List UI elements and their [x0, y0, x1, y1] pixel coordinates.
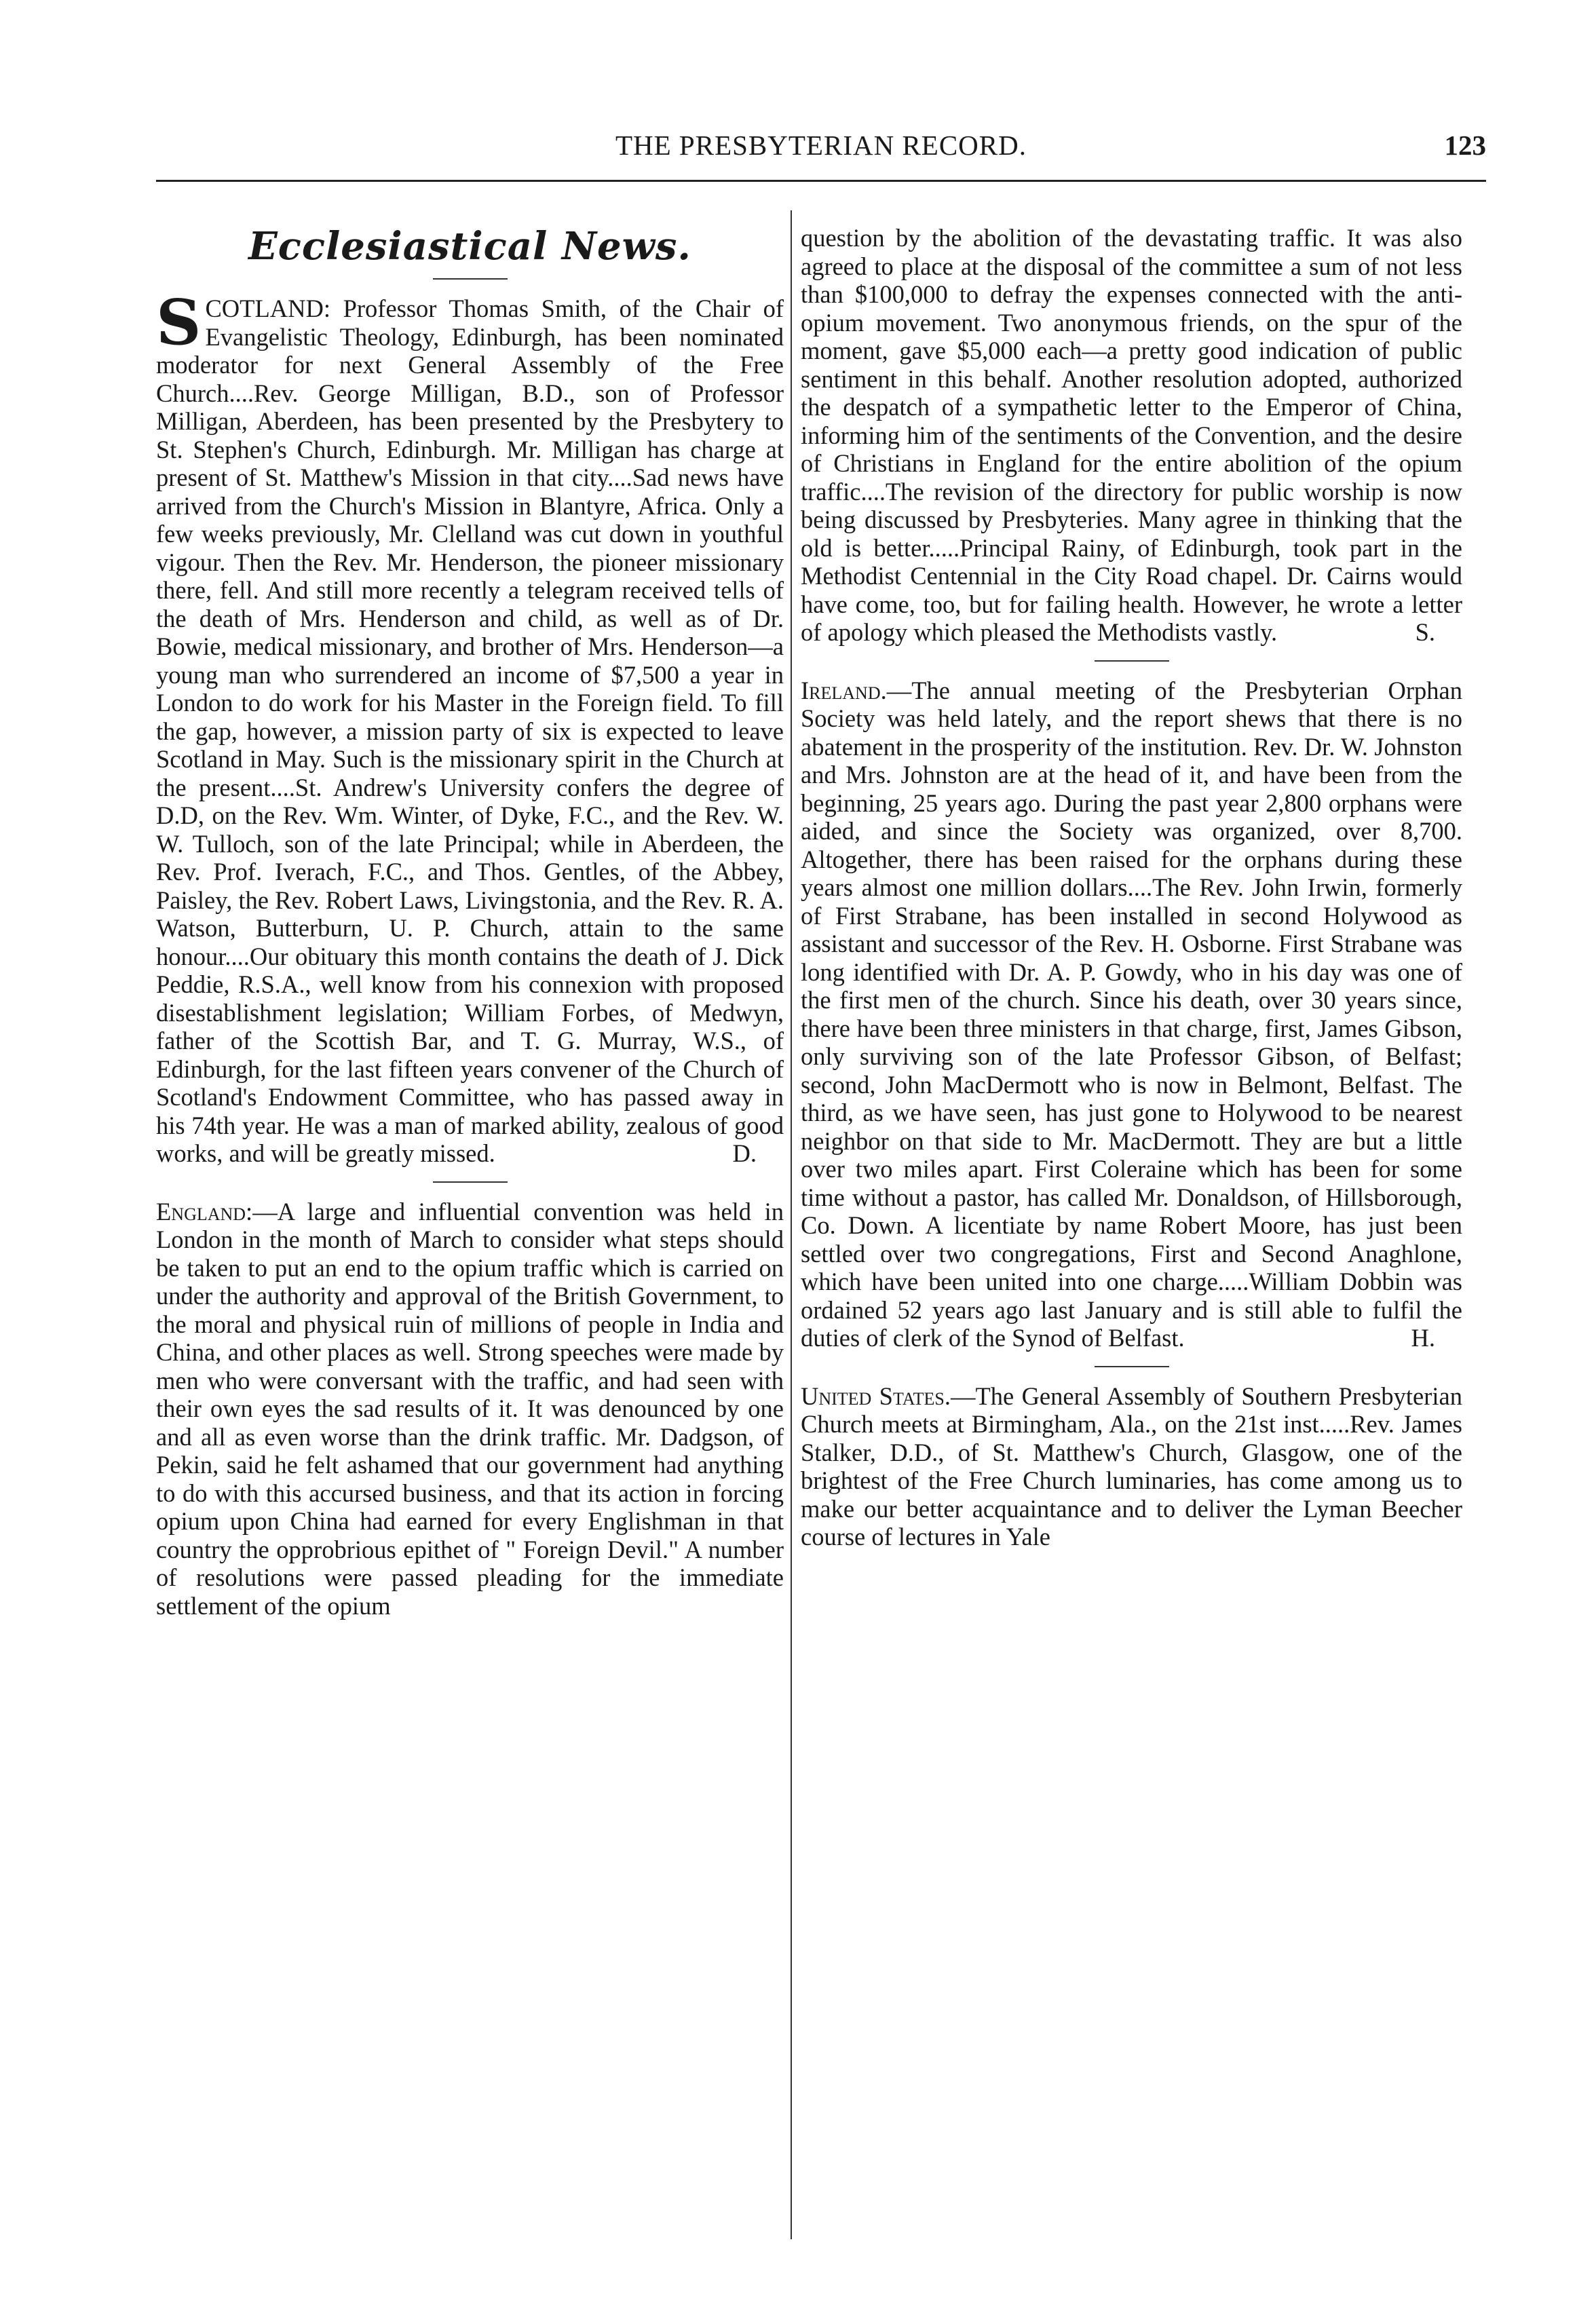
ireland-signature: H.: [1411, 1324, 1435, 1352]
scotland-dropcap: S: [156, 286, 202, 359]
scotland-text: Professor Thomas Smith, of the Chair of Evangelistic Theology, Edinburgh, has been nominated moderator for next General Assembly of the Free Church....Rev. George Milligan, B.D., son of Professor Milligan, Aberdeen, has been presented by the Presbytery to St. Stephen's Church, Edinburgh. Mr. Milligan has charge at present of St. Matthew's Mission in that city....Sad news have arrived from the Church's Mission in Blantyre, Africa. Only a few weeks previously, Mr. Clelland was cut down in youthful vigour. Then the Rev. Mr. Henderson, the pioneer missionary there, fell. And still more recently a telegram received tells of the death of Mrs. Henderson and child, as well as of Dr. Bowie, medical missionary, and brother of Mrs. Henderson—a young man who surrendered an income of $7,500 a year in London to do work for his Master in the Foreign field. To fill the gap, however, a mission party of six is expected to leave Scotland in May. Such is the missionary spirit in the Church at the present....St. Andrew's University confers the degree of D.D, on the Rev. Wm. Winter, of Dyke, F.C., and the Rev. W. W. Tulloch, son of the late Principal; while in Aberdeen, the Rev. Prof. Iverach, F.C., and Thos. Gentles, of the Abbey, Paisley, the Rev. Robert Laws, Livingstonia, and the Rev. R. A. Watson, Butterburn, U. P. Church, attain to the same honour....Our obituary this month contains the death of J. Dick Peddie, R.S.A., well know from his connexion with proposed disestablishment legislation; William Forbes, of Medwyn, father of the Scottish Bar, and T. G. Murray, W.S., of Edinburgh, for the last fifteen years convener of the Church of Scotland's Endowment Committee, who has passed away in his 74th year. He was a man of marked ability, zealous of good works, and will be greatly missed.: [156, 294, 784, 1167]
scotland-lead: COTLAND:: [205, 294, 330, 322]
united-states-paragraph: [801, 1382, 1462, 1551]
section-title: Ecclesiastical News.: [248, 224, 691, 269]
england-end-rule: [1095, 660, 1169, 662]
ireland-text: —The annual meeting of the Presbyterian Orphan Society was held lately, and the report shews that there is no abatement in the prosperity of the institution. Rev. Dr. W. Johnston and Mrs. Johnston are at the head of it, and have been from the beginning, 25 years ago. During the past year 2,800 orphans were aided, and since the Society was organized, over 8,700. Altogether, there has been raised for the orphans during these years almost one million dollars....The Rev. John Irwin, formerly of First Strabane, has been installed in second Holywood as assistant and successor of the Rev. H. Osborne. First Strabane was long identified with Dr. A. P. Gowdy, who in his day was one of the first men of the church. Since his death, over 30 years since, there have been three ministers in that charge, first, James Gibson, only surviving son of the late Professor Gibson, of Belfast; second, John MacDermott who is now in Belmont, Belfast. The third, as we have seen, has just gone to Holywood to be nearest neighbor on that side to Mr. MacDermott. They are but a little over two miles apart. First Coleraine which has been for some time without a pastor, has called Mr. Donaldson, of Hillsborough, Co. Down. A licentiate by name Robert Moore, has just been settled over two congregations, First and Second Anaghlone, which have been united into one charge.....William Dobbin was ordained 52 years ago last January and is still able to fulfil the duties of clerk of the Synod of Belfast.: [801, 676, 1462, 1352]
section-title-rule: [433, 278, 508, 280]
england-signature: S.: [1415, 618, 1435, 646]
page-number: 123: [1444, 130, 1486, 161]
right-column: [801, 224, 1462, 1555]
scotland-paragraph: [156, 286, 784, 1168]
scotland-signature: D.: [732, 1139, 757, 1167]
ireland-end-rule: [1095, 1366, 1169, 1367]
column-divider: [791, 210, 792, 2239]
england-lead: England:: [156, 1197, 253, 1225]
england-paragraph-part2: [801, 224, 1462, 647]
united-states-lead: United States.: [801, 1382, 951, 1410]
england-paragraph-part1: [156, 1198, 784, 1620]
ireland-paragraph: [801, 677, 1462, 1352]
page-header: [156, 129, 1486, 170]
scotland-end-rule: [433, 1181, 508, 1183]
england-text-left: —A large and influential convention was held in London in the month of March to consider what steps should be taken to put an end to the opium traffic which is carried on under the authority and approval of the British Government, to the moral and physical ruin of millions of people in India and China, and other places as well. Strong speeches were made by men who were conversant with the traffic, and had seen with their own eyes the sad results of it. It was denounced by one and all as even worse than the drink traffic. Mr. Dadgson, of Pekin, said he felt ashamed that our government had anything to do with this accursed business, and that its action in forcing opium upon China had earned for every Englishman in that country the opprobrious epithet of " Foreign Devil." A number of resolutions were passed pleading for the immediate settlement of the opium: [156, 1197, 784, 1620]
united-states-text: —The General Assembly of Southern Presbyterian Church meets at Birmingham, Ala., on the 21st inst.....Rev. James Stalker, D.D., of St. Matthew's Church, Glasgow, one of the brightest of the Free Church luminaries, has come among us to make our better acquaintance and to deliver the Lyman Beecher course of lectures in Yale: [801, 1382, 1462, 1551]
ireland-lead: Ireland.: [801, 676, 887, 704]
england-text-right: question by the abolition of the devastating traffic. It was also agreed to place at the disposal of the committee a sum of not less than $100,000 to defray the expenses connected with the anti-opium movement. Two anonymous friends, on the spur of the moment, gave $5,000 each—a pretty good indication of public sentiment in this behalf. Another resolution adopted, authorized the despatch of a sympathetic letter to the Emperor of China, informing him of the sentiments of the Convention, and the desire of Christians in England for the entire abolition of the opium traffic....The revision of the directory for public worship is now being discussed by Presbyteries. Many agree in thinking that the old is better.....Principal Rainy, of Edinburgh, took part in the Methodist Centennial in the City Road chapel. Dr. Cairns would have come, too, but for failing health. However, he wrote a letter of apology which pleased the Methodists vastly.: [801, 224, 1462, 646]
header-rule: [156, 180, 1486, 182]
left-column: [156, 224, 784, 1624]
running-title: THE PRESBYTERIAN RECORD.: [615, 130, 1027, 161]
